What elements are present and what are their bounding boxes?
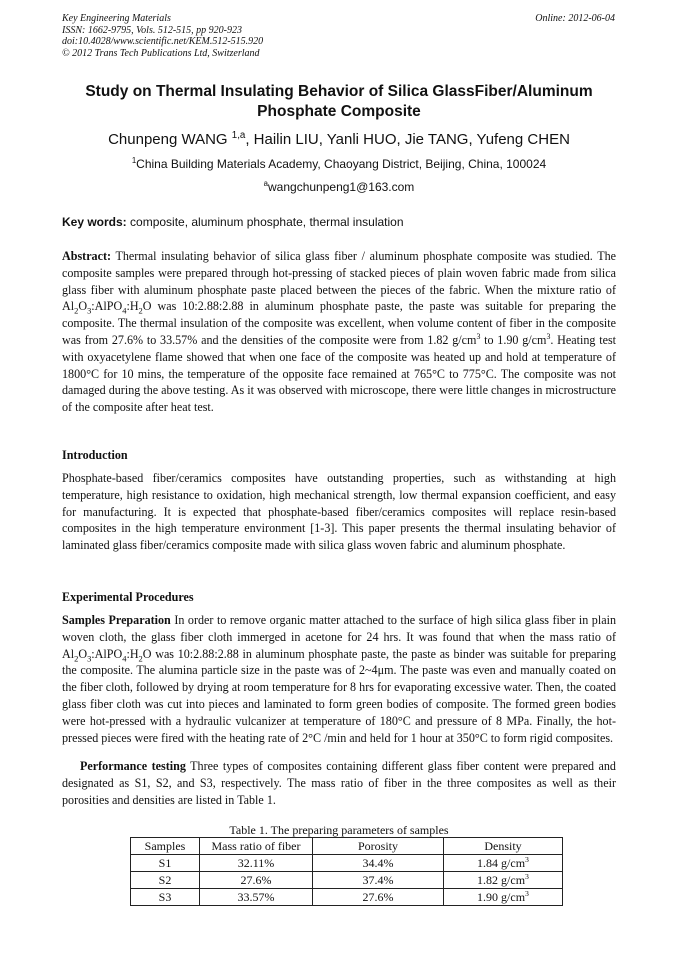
affiliation-sup: 1 [131,156,137,165]
keywords-label: Key words: [62,215,127,229]
keywords-text: composite, aluminum phosphate, thermal insulation [126,215,404,229]
table-row: S1 32.11% 34.4% 1.84 $g/cm^3$ [131,855,563,872]
col-porosity: Porosity [313,838,444,855]
abstract: Abstract: Thermal insulating behavior of silica glass fiber / aluminum phosphate composite was studied. The composite samples were prepared through hot-pressing of stacked pieces of plain woven fabric made from silica glass fiber with aluminum phosphate paste placed between the pieces of the fabric. When the mixture ratio of $Al_2O_3:AlPO_4:H_2O$ was 10:2.88:2.88 in aluminum phosphate paste, the paste was suitable for preparing the composite. The thermal insulation of the composite was excellent, when volume content of fiber in the composite was from 27.6% to 33.57% and the densities of the composite were from 1.82 $g/cm^3$ to 1.90 $g/cm^3$. Heating test with oxyacetylene flame showed that when one face of the composite was heated up and hold at temperature of 1800°C for 10 mins, the temperature of the opposite face remained at 765°C to 775°C. The composite was not damaged during the above testing. As it was observed with microscope, there were little changes in microstructure of the composite after heat test. [62,249,617,415]
issn-line: ISSN: 1662-9795, Vols. 512-515, pp 920-923 [62,24,242,36]
table-caption: Table 1. The preparing parameters of samples [229,823,449,837]
col-samples: Samples [131,838,200,855]
author-email [62,180,616,194]
abstract-label: Abstract: [62,249,112,263]
paper-title: Study on Thermal Insulating Behavior of Silica GlassFiber/Aluminum Phosphate Composite [85,83,593,120]
table-row: S2 27.6% 37.4% 1.82 $g/cm^3$ [131,872,563,889]
doi-line: doi:10.4028/www.scientific.net/KEM.512-515.920 [62,36,264,47]
copyright-line: © 2012 Trans Tech Publications Ltd, Switzerland [62,47,260,59]
email-text: wangchunpeng1@163.com [268,180,415,194]
table-row: S3 33.57% 27.6% 1.90 $g/cm^3$ [131,889,563,906]
first-author: Chunpeng WANG [108,131,232,148]
experimental-heading: Experimental Procedures [62,590,194,604]
affiliation [62,157,616,171]
affiliation-text: China Building Materials Academy, Chaoyang District, Beijing, China, 100024 [136,157,547,171]
col-density: Density [444,838,563,855]
email-sup: a [263,179,269,188]
parameters-table [130,837,563,906]
author-list [62,131,616,148]
col-mass-ratio: Mass ratio of fiber [200,838,313,855]
performance-testing: Performance testing Three types of composites containing different glass fiber content were prepared and designated as S1, S2, and S3, respectively. The mass ratio of fiber in the three composites as well as their porosities and densities are listed in Table 1. [62,759,616,807]
table-header-row [131,838,563,855]
online-date: Online: 2012-06-04 [535,13,615,24]
keywords [62,215,404,229]
samples-label: Samples Preparation [62,613,171,627]
first-author-sup: 1,a [231,130,246,141]
journal-header [62,13,263,59]
samples-preparation: Samples Preparation In order to remove organic matter attached to the surface of high silica glass fiber in plain woven cloth, the glass fiber cloth immerged in acetone for 24 hrs. It was found that when the mass ratio of $Al_2O_3:AlPO_4:H_2O$ was 10:2.88:2.88 in aluminum phosphate paste, the paste as binder was suitable for preparing the composite. The alumina particle size in the paste was of 2~4μm. The paste was even and manually coated on the fiber cloth, followed by drying at room temperature for 8 hrs for evaporating excessive water. Then, the coated glass fiber cloth was cut into pieces and laminated to form green bodies of composite. The formed green bodies were hot-pressed with a hydraulic vulcanizer at temperature of 180°C and pressure of 8 MPa. Finally, the hot-pressed pieces were fired with the heating rate of 2°C /min and held for 1 hour at 350°C to form rigid composites. [62,613,616,745]
introduction-heading: Introduction [62,448,128,462]
other-authors: , Hailin LIU, Yanli HUO, Jie TANG, Yufeng CHEN [245,131,570,148]
introduction-text: Phosphate-based fiber/ceramics composites have outstanding properties, such as withstanding at high temperature, high resistance to oxidation, high mechanical strength, low thermal expansion coefficient, and easy for manufacturing. It is expected that phosphate-based fiber/ceramics composites will replace resin-based composites in the high temperature environment [1-3]. This paper presents the thermal insulating behavior of laminated glass fiber/ceramics composite made with silica glass woven fabric and aluminum phosphate. [62,471,616,553]
journal-name: Key Engineering Materials [62,13,171,24]
performance-label: Performance testing [80,759,186,773]
